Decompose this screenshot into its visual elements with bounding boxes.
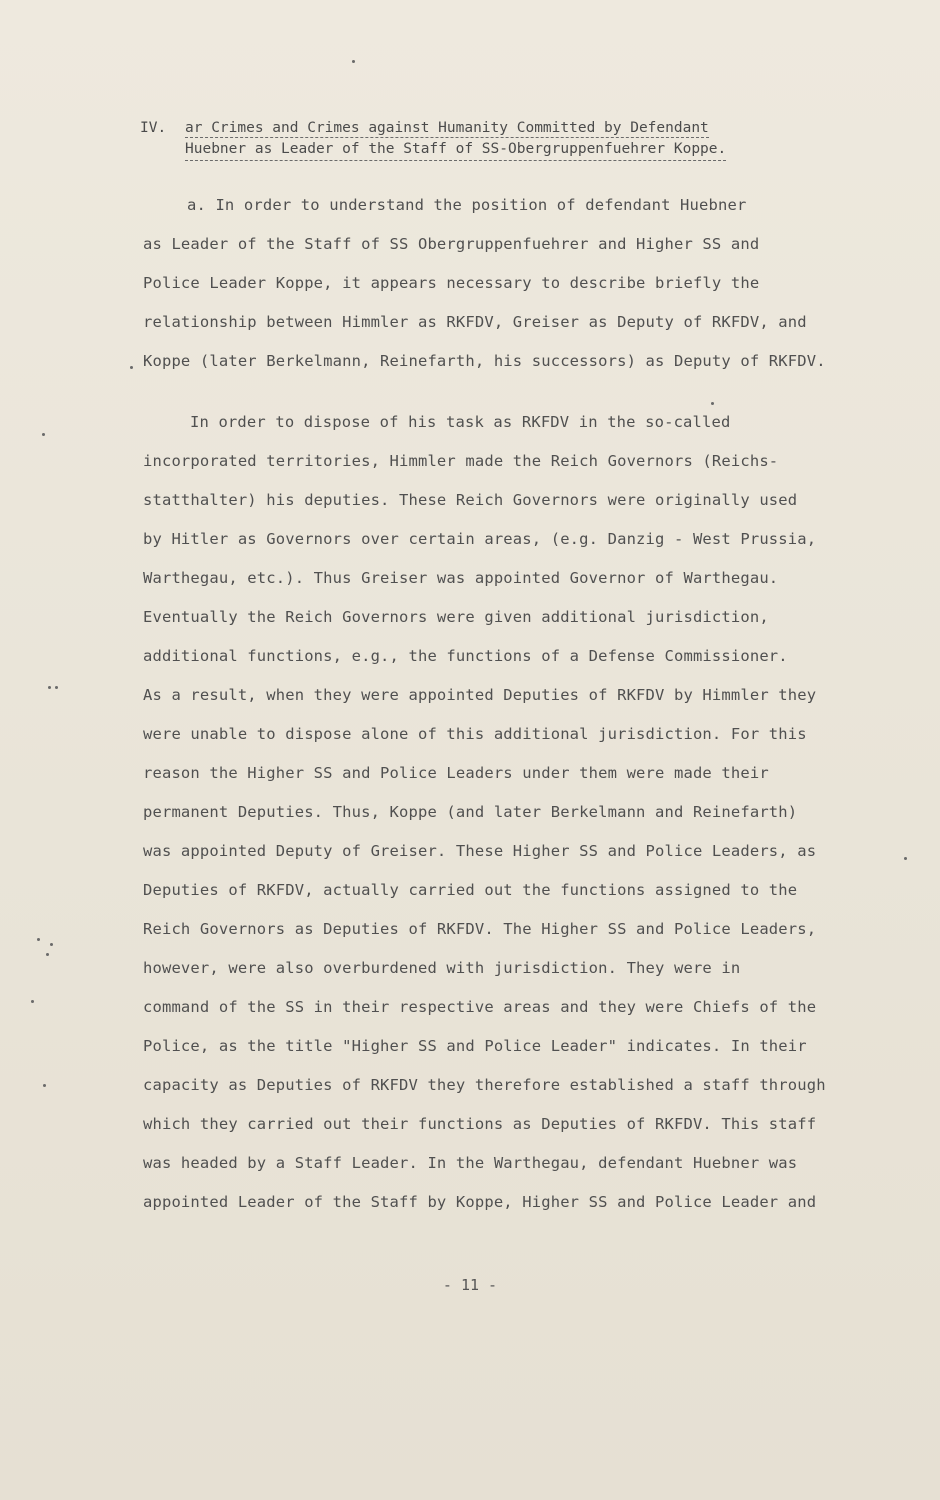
body-line: incorporated territories, Himmler made the Reich Governors (Reichs- — [143, 452, 779, 470]
body-line: however, were also overburdened with jurisdiction. They were in — [143, 959, 741, 977]
body-line: a. In order to understand the position of defendant Huebner — [187, 196, 747, 214]
paper-speck — [46, 953, 49, 956]
paper-speck — [352, 60, 355, 63]
body-line: appointed Leader of the Staff by Koppe, Higher SS and Police Leader and — [143, 1193, 817, 1211]
paper-speck — [130, 366, 133, 369]
body-line: Warthegau, etc.). Thus Greiser was appointed Governor of Warthegau. — [143, 569, 779, 587]
section-heading-line-1: ar Crimes and Crimes against Humanity Committed by Defendant — [185, 120, 709, 136]
body-line: As a result, when they were appointed Deputies of RKFDV by Himmler they — [143, 686, 817, 704]
body-line: were unable to dispose alone of this additional jurisdiction. For this — [143, 725, 807, 743]
body-line: reason the Higher SS and Police Leaders under them were made their — [143, 764, 769, 782]
body-line: additional functions, e.g., the functions of a Defense Commissioner. — [143, 647, 788, 665]
section-numeral: IV. — [140, 120, 167, 136]
paper-speck — [55, 686, 58, 689]
body-line: as Leader of the Staff of SS Obergruppenfuehrer and Higher SS and — [143, 235, 760, 253]
section-heading-line-2: Huebner as Leader of the Staff of SS-Obergruppenfuehrer Koppe. — [185, 139, 726, 161]
body-line: was appointed Deputy of Greiser. These Higher SS and Police Leaders, as — [143, 842, 817, 860]
page-number: - 11 - — [442, 1276, 498, 1294]
paper-speck — [31, 1000, 34, 1003]
paper-speck — [42, 433, 45, 436]
body-line: Police, as the title "Higher SS and Police Leader" indicates. In their — [143, 1037, 807, 1055]
body-line: Koppe (later Berkelmann, Reinefarth, his successors) as Deputy of RKFDV. — [143, 352, 826, 370]
body-line: was headed by a Staff Leader. In the Warthegau, defendant Huebner was — [143, 1154, 798, 1172]
section-heading — [140, 118, 840, 161]
paper-speck — [43, 1084, 46, 1087]
body-line: permanent Deputies. Thus, Koppe (and later Berkelmann and Reinefarth) — [143, 803, 798, 821]
body-line: statthalter) his deputies. These Reich Governors were originally used — [143, 491, 798, 509]
body-line: Deputies of RKFDV, actually carried out the functions assigned to the — [143, 881, 798, 899]
body-line: In order to dispose of his task as RKFDV in the so-called — [190, 413, 731, 431]
paper-speck — [50, 943, 53, 946]
paper-speck — [711, 402, 714, 405]
paper-speck — [904, 857, 907, 860]
body-line: capacity as Deputies of RKFDV they therefore established a staff through — [143, 1076, 826, 1094]
body-line: Reich Governors as Deputies of RKFDV. The Higher SS and Police Leaders, — [143, 920, 817, 938]
body-line: command of the SS in their respective areas and they were Chiefs of the — [143, 998, 817, 1016]
body-line: by Hitler as Governors over certain areas, (e.g. Danzig - West Prussia, — [143, 530, 817, 548]
body-line: relationship between Himmler as RKFDV, Greiser as Deputy of RKFDV, and — [143, 313, 807, 331]
body-line: which they carried out their functions as Deputies of RKFDV. This staff — [143, 1115, 817, 1133]
paper-speck — [48, 686, 51, 689]
body-line: Eventually the Reich Governors were given additional jurisdiction, — [143, 608, 769, 626]
body-line: Police Leader Koppe, it appears necessary to describe briefly the — [143, 274, 760, 292]
paper-speck — [37, 938, 40, 941]
